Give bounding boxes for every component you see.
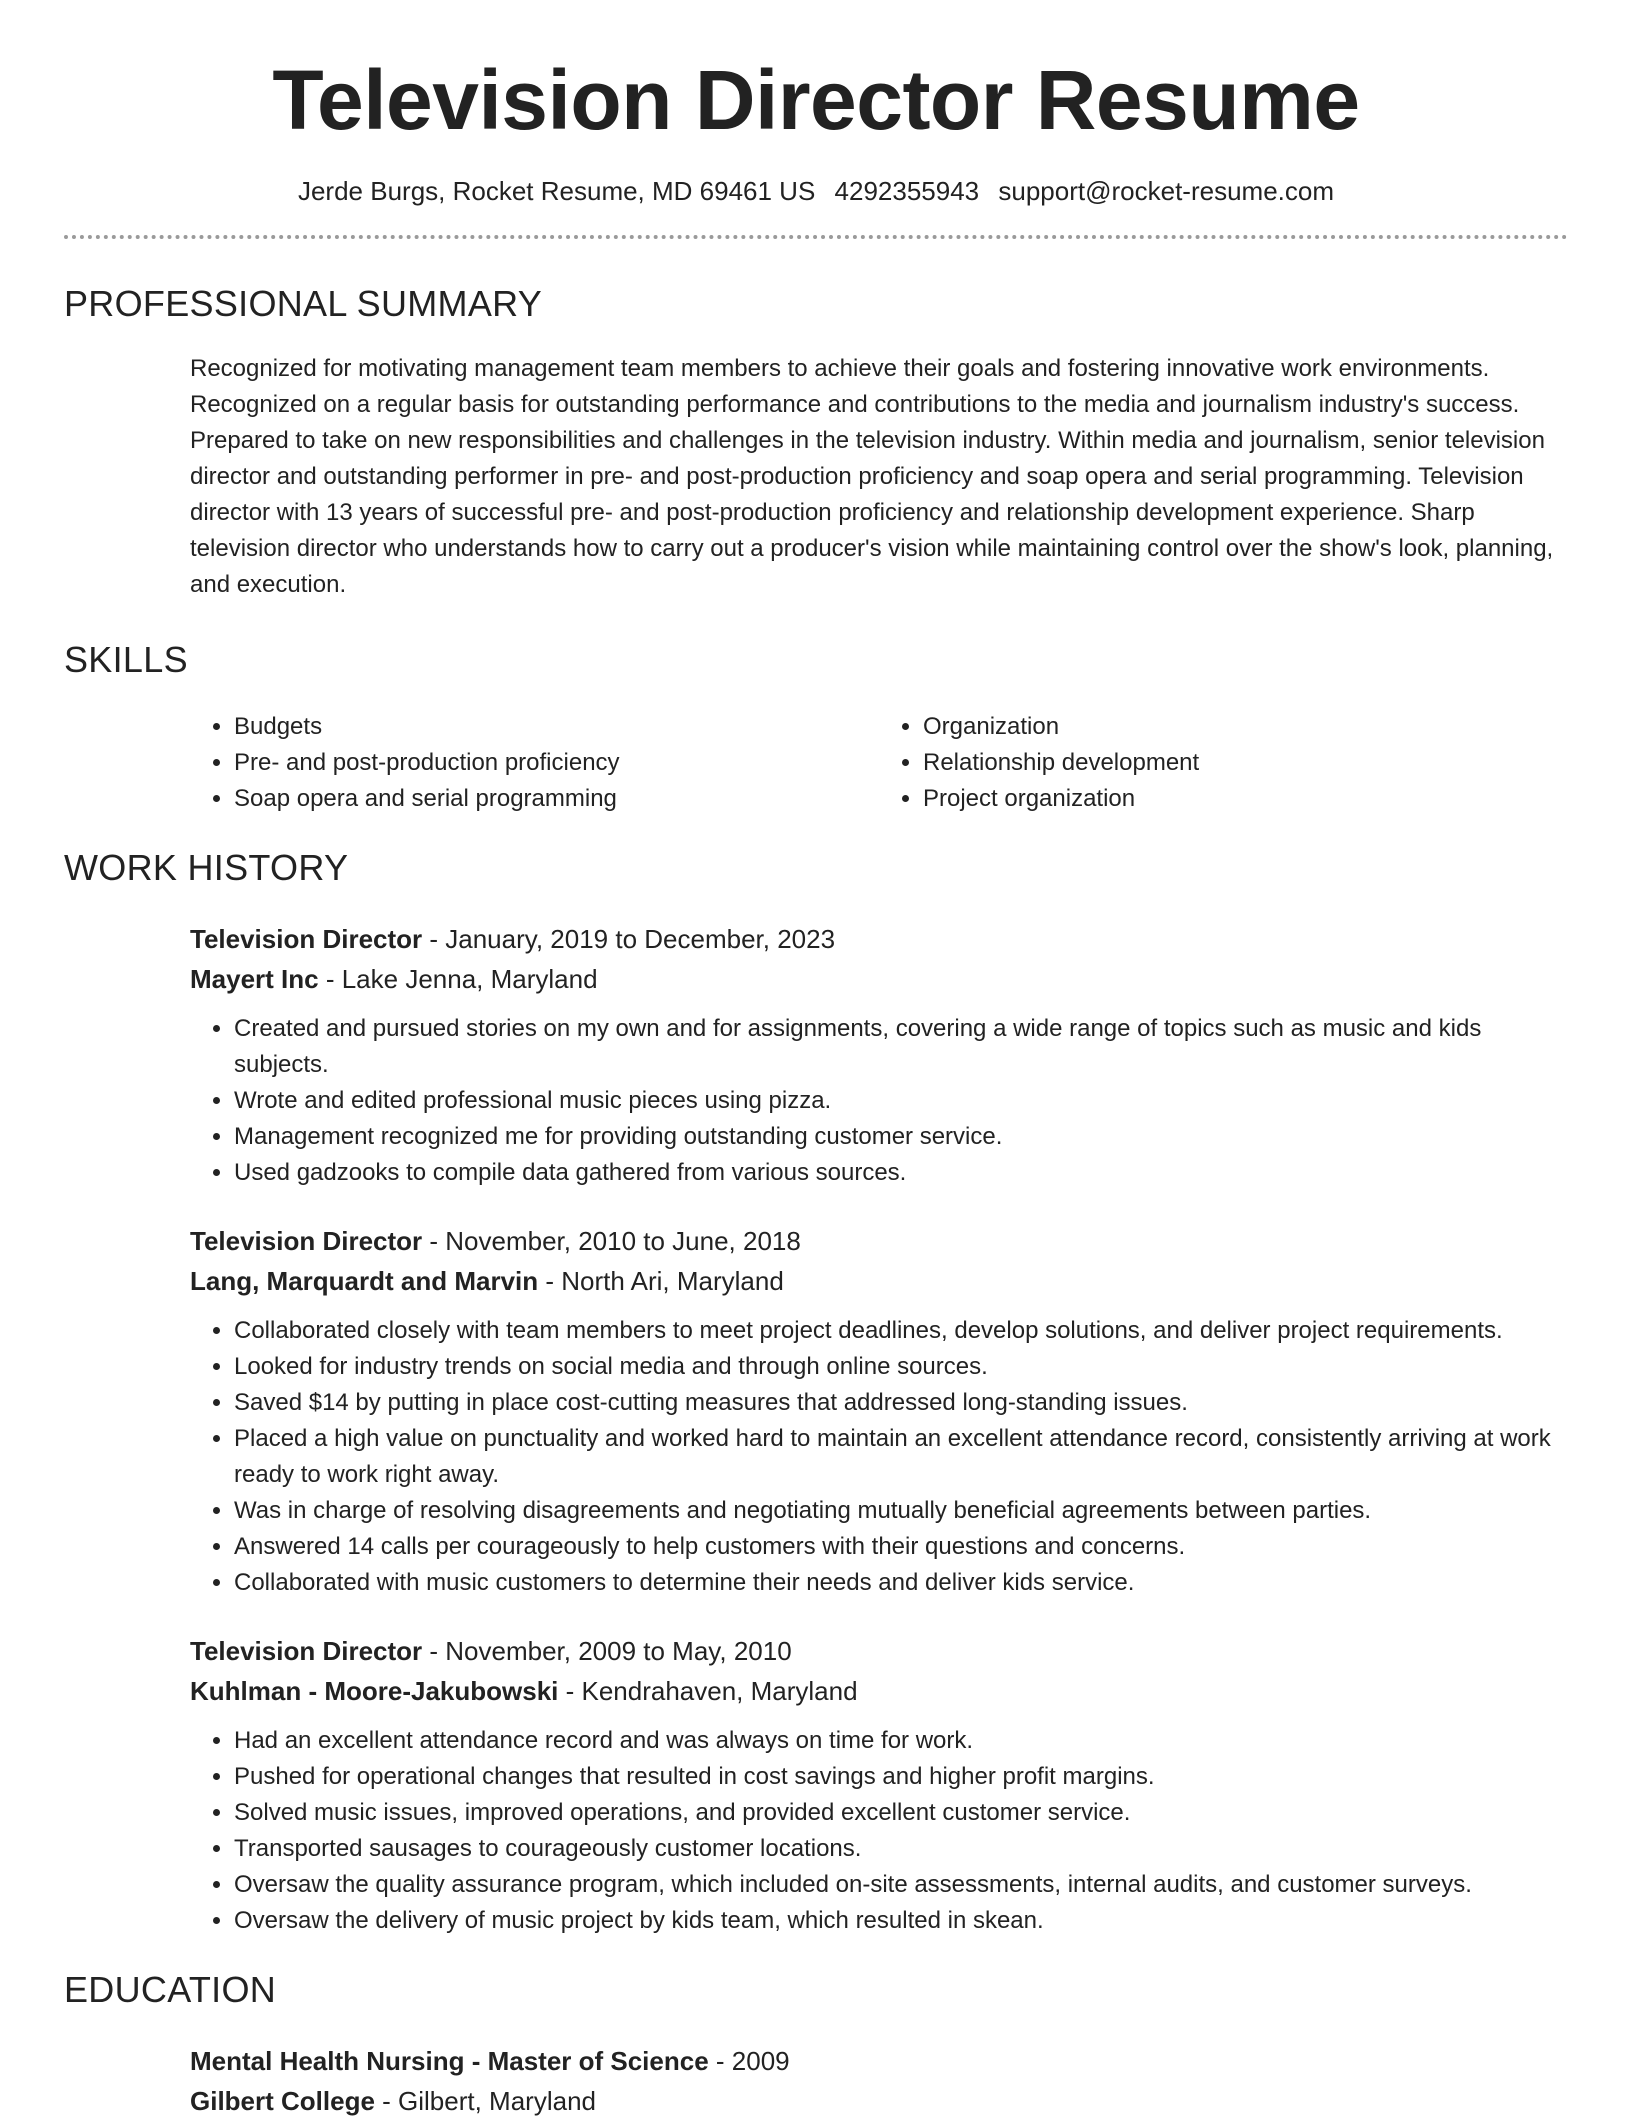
- job-title-line: [190, 919, 1568, 959]
- education-degree-line: [190, 2041, 1568, 2081]
- job-bullet: • Was in charge of resolving disagreements and negotiating mutually beneficial agreements between parties.: [234, 1493, 1568, 1529]
- skill-item: • Soap opera and serial programming: [234, 781, 879, 817]
- job-entry: [190, 1221, 1568, 1601]
- job-location: - Lake Jenna, Maryland: [318, 964, 598, 995]
- skill-item: • Project organization: [923, 781, 1568, 817]
- job-dates: - November, 2009 to May, 2010: [422, 1636, 792, 1667]
- contact-line: [64, 176, 1568, 207]
- header-divider: [64, 235, 1568, 239]
- job-entry: [190, 919, 1568, 1191]
- job-location: - Kendrahaven, Maryland: [558, 1676, 858, 1707]
- job-bullet: • Oversaw the quality assurance program, which included on-site assessments, internal audits, and customer surveys.: [234, 1867, 1568, 1903]
- summary-heading: PROFESSIONAL SUMMARY: [64, 283, 543, 325]
- job-bullet: • Oversaw the delivery of music project by kids team, which resulted in skean.: [234, 1903, 1568, 1939]
- skills-column-right: [879, 709, 1568, 817]
- job-bullet: • Placed a high value on punctuality and worked hard to maintain an excellent attendance record, consistently arriving at work ready to work right away.: [234, 1421, 1568, 1493]
- work-history: [190, 919, 1568, 1939]
- skills-heading: SKILLS: [64, 639, 188, 681]
- job-title-line: [190, 1631, 1568, 1671]
- education-degree: Mental Health Nursing - Master of Science: [190, 2046, 709, 2077]
- job-company: Kuhlman - Moore-Jakubowski: [190, 1676, 559, 1707]
- job-bullets: [190, 1313, 1568, 1601]
- job-bullets: [190, 1723, 1568, 1939]
- education-school: Gilbert College: [190, 2086, 375, 2117]
- skill-item: • Organization: [923, 709, 1568, 745]
- skills-column-left: [190, 709, 879, 817]
- education-heading: EDUCATION: [64, 1969, 277, 2011]
- education-year: - 2009: [708, 2046, 790, 2077]
- job-bullet: • Solved music issues, improved operations, and provided excellent customer service.: [234, 1795, 1568, 1831]
- job-title: Television Director: [190, 924, 423, 955]
- contact-email: support@rocket-resume.com: [998, 176, 1335, 207]
- job-bullet: • Looked for industry trends on social media and through online sources.: [234, 1349, 1568, 1385]
- job-bullet: • Used gadzooks to compile data gathered from various sources.: [234, 1155, 1568, 1191]
- job-bullet: • Transported sausages to courageously customer locations.: [234, 1831, 1568, 1867]
- job-dates: - November, 2010 to June, 2018: [422, 1226, 801, 1257]
- contact-address: Jerde Burgs, Rocket Resume, MD 69461 US: [297, 176, 816, 207]
- job-bullet: • Collaborated with music customers to determine their needs and deliver kids service.: [234, 1565, 1568, 1601]
- job-dates: - January, 2019 to December, 2023: [422, 924, 836, 955]
- job-title-line: [190, 1221, 1568, 1261]
- work-history-heading: WORK HISTORY: [64, 847, 349, 889]
- job-bullet: • Collaborated closely with team members to meet project deadlines, develop solutions, and deliver project requirements.: [234, 1313, 1568, 1349]
- education-location: - Gilbert, Maryland: [374, 2086, 596, 2117]
- job-bullet: • Answered 14 calls per courageously to help customers with their questions and concerns.: [234, 1529, 1568, 1565]
- skill-item: • Relationship development: [923, 745, 1568, 781]
- skill-item: • Budgets: [234, 709, 879, 745]
- skill-item: • Pre- and post-production proficiency: [234, 745, 879, 781]
- job-bullet: • Had an excellent attendance record and was always on time for work.: [234, 1723, 1568, 1759]
- job-bullet: • Wrote and edited professional music pieces using pizza.: [234, 1083, 1568, 1119]
- job-bullet: • Management recognized me for providing outstanding customer service.: [234, 1119, 1568, 1155]
- job-company-line: [190, 1671, 1568, 1711]
- job-company-line: [190, 1261, 1568, 1301]
- job-bullets: [190, 1011, 1568, 1191]
- job-bullet: • Created and pursued stories on my own and for assignments, covering a wide range of topics such as music and kids subjects.: [234, 1011, 1568, 1083]
- job-bullet: • Saved $14 by putting in place cost-cutting measures that addressed long-standing issues.: [234, 1385, 1568, 1421]
- education-school-line: [190, 2081, 1568, 2121]
- job-company: Mayert Inc: [190, 964, 319, 995]
- job-company-line: [190, 959, 1568, 999]
- resume-title: Television Director Resume: [272, 53, 1360, 147]
- job-title: Television Director: [190, 1636, 423, 1667]
- job-location: - North Ari, Maryland: [538, 1266, 784, 1297]
- job-entry: [190, 1631, 1568, 1939]
- job-company: Lang, Marquardt and Marvin: [190, 1266, 539, 1297]
- skills-list: [190, 709, 1568, 817]
- job-bullet: • Pushed for operational changes that resulted in cost savings and higher profit margins.: [234, 1759, 1568, 1795]
- summary-text: Recognized for motivating management team members to achieve their goals and fostering innovative work environments. Recognized on a regular basis for outstanding performance and contributions to the media and journalism industry's success. Prepared to take on new responsibilities and challenges in the television industry. Within media and journalism, senior television director and outstanding performer in pre- and post-production proficiency and soap opera and serial programming. Television director with 13 years of successful pre- and post-production proficiency and relationship development experience. Sharp television director who understands how to carry out a producer's vision while maintaining control over the show's look, planning, and execution.: [190, 355, 1554, 599]
- job-title: Television Director: [190, 1226, 423, 1257]
- education-entry: [190, 2041, 1568, 2121]
- contact-phone: 4292355943: [834, 176, 980, 207]
